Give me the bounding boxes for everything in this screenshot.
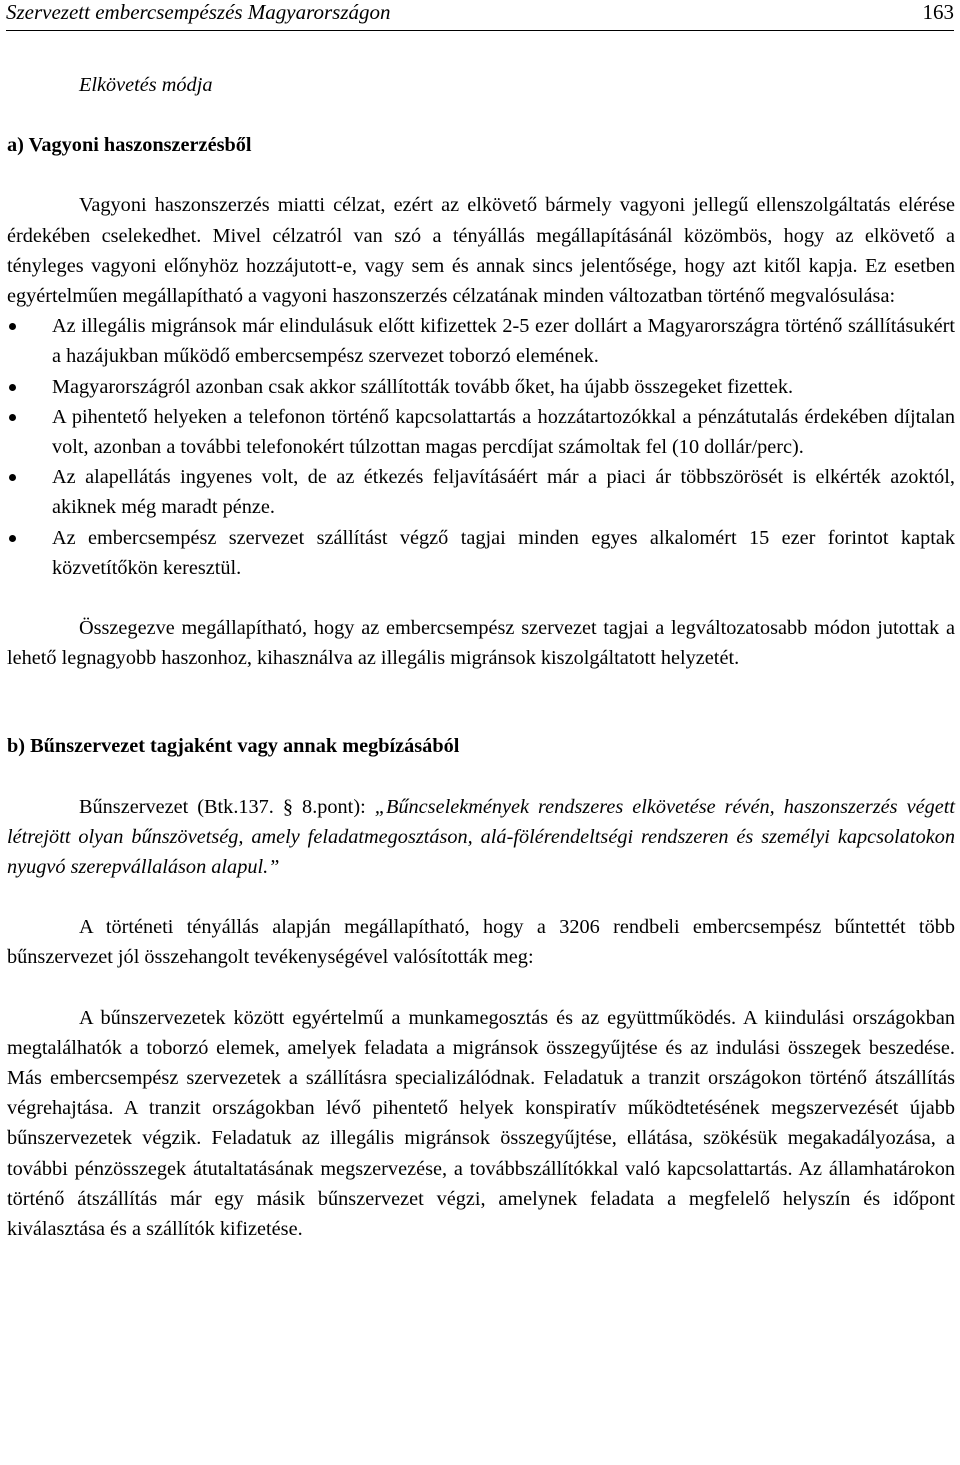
paragraph-b1: A történeti tényállás alapján megállapítható, hogy a 3206 rendbeli embercsempész bűntettét több bűnszervezet jól összehangolt tevékenységével valósították meg: — [7, 916, 955, 969]
bullet-icon — [9, 535, 16, 542]
paragraph-a1: Vagyoni haszonszerzés miatti célzat, ezért az elkövető bármely vagyoni jellegű ellenszolgáltatás elérése érdekében cselekedhet. Mivel célzatról van szó a tényállás megállapításánál közömbös, hogy az elkövető a tényleges vagyoni előnyhöz hozzájutott-e, vagy sem és annak sincs jelentősége, hogy azt kitől kapja. Ez esetben egyértelműen megállapítható a vagyoni haszonszerzés célzatának minden változatban történő megvalósulása: — [7, 194, 955, 308]
page-body — [7, 70, 955, 1244]
paragraph-b2: A bűnszervezetek között egyértelmű a munkamegosztás és az együttműködés. A kiindulási országokban megtalálhatók a toborzó elemek, amelyek feladata a migránsok összegyűjtése és az indulási összegek beszedése. Más embercsempész szervezetek a szállításra specializálódnak. Feladatuk a tranzit országokon történő átszállítás végrehajtása. A tranzit országokban lévő pihentető helyek konspiratív működtetésének megszervezését újabb bűnszervezetek végzik. Feladatuk az illegális migránsok összegyűjtése, ellátása, szökésük megakadályozása, a további pénzösszegek átutaltatásának megszervezése, a továbbszállítókkal való kapcsolattartás. Az államhatárokon történő átszállítás már egy másik bűnszervezet végzi, amelynek feladata a megfelelő helyszín és időpont kiválasztása és a szállítók kifizetése. — [7, 1006, 955, 1241]
heading-a: a) Vagyoni haszonszerzésből — [7, 134, 252, 157]
bullet-icon — [9, 384, 16, 391]
list-item: A pihentető helyeken a telefonon történő kapcsolattartás a hozzátartozókkal a pénzátutalás érdekében díjtalan volt, azonban a további telefonokért túlzottan magas percdíjat számoltak fel (10 dollár/perc). — [7, 402, 955, 462]
bullet-list — [7, 311, 955, 583]
list-item: Az embercsempész szervezet szállítást végző tagjai minden egyes alkalomért 15 ezer forintot kaptak közvetítőkön keresztül. — [7, 523, 955, 583]
bullet-icon — [9, 414, 16, 421]
list-item: Az illegális migránsok már elindulásuk előtt kifizettek 2-5 ezer dollárt a Magyarországra történő szállításukért a hazájukban működő embercsempész szervezet toborzó elemének. — [7, 311, 955, 371]
page-header — [6, 0, 954, 31]
definition-paragraph — [7, 792, 955, 883]
bullet-icon — [9, 323, 16, 330]
bullet-icon — [9, 474, 16, 481]
page-number: 163 — [922, 0, 954, 24]
subsection-title: Elkövetés módja — [79, 74, 213, 96]
running-title: Szervezett embercsempészés Magyarországon — [6, 0, 391, 24]
list-item: Az alapellátás ingyenes volt, de az étkezés feljavításáért már a piaci ár többszörösét is elkérték azoktól, akiknek még maradt pénze. — [7, 462, 955, 522]
heading-b: b) Bűnszervezet tagjaként vagy annak megbízásából — [7, 735, 460, 758]
summary-paragraph: Összegezve megállapítható, hogy az embercsempész szervezet tagjai a legváltozatosabb módon jutottak a lehető legnagyobb haszonhoz, kihasználva az illegális migránsok kiszolgáltatott helyzetét. — [7, 617, 955, 670]
list-item: Magyarországról azonban csak akkor szállították tovább őket, ha újabb összegeket fizettek. — [7, 372, 955, 402]
definition-quote: „Bűncselekmények rendszeres elkövetése révén, haszonszerzés végett létrejött olyan bűnszövetség, amely feladatmegosztáson, alá-fölérendeltségi rendszeren és személyi kapcsolatokon nyugvó szerepvállaláson alapul.” — [7, 795, 956, 879]
definition-prefix: Bűnszervezet (Btk.137. § 8.pont): — [79, 795, 375, 818]
